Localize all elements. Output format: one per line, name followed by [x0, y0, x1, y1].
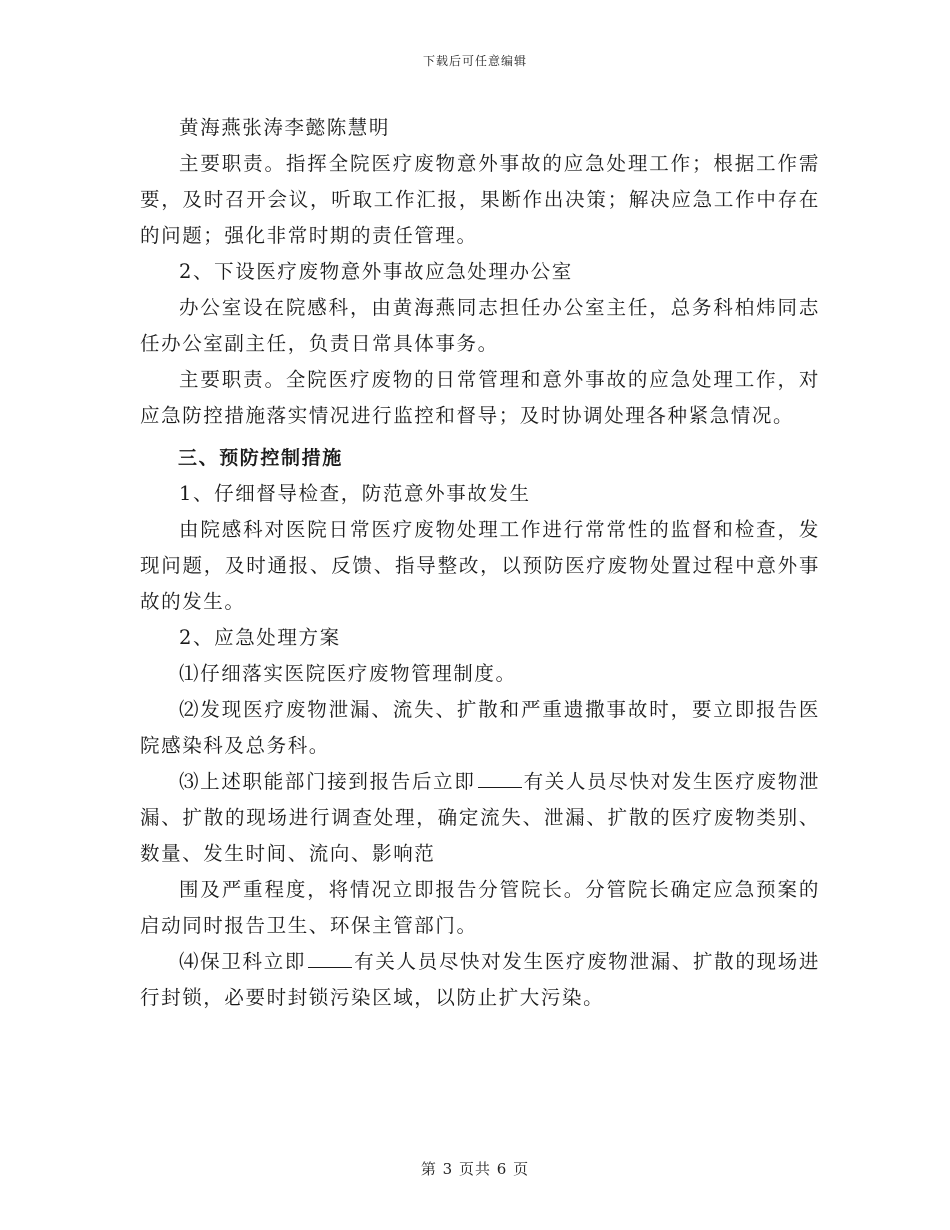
- document-body: [140, 110, 820, 1016]
- item-4-rest: 有关人员尽快对发生医疗废物泄漏、扩散的现场进行封锁，必要时封锁污染区域，以防止扩大污染。: [140, 950, 820, 1009]
- paragraph-subsection-2: 2、下设医疗废物意外事故应急处理办公室: [179, 260, 573, 283]
- page-header: 下载后可任意编辑: [422, 54, 527, 68]
- paragraph-subsection-1: 1、仔细督导检查，防范意外事故发生: [179, 482, 531, 505]
- paragraph-duties-1: 主要职责。指挥全院医疗废物意外事故的应急处理工作；根据工作需要，及时召开会议，听取工作汇报，果断作出决策；解决应急工作中存在的问题；强化非常时期的责任管理。: [140, 152, 820, 247]
- paragraph-duties-2: 主要职责。全院医疗废物的日常管理和意外事故的应急处理工作，对应急防控措施落实情况进行监控和督导；及时协调处理各种紧急情况。: [140, 368, 820, 427]
- fill-blank: [478, 765, 522, 788]
- paragraph-item-3-cont: 围及严重程度，将情况立即报告分管院长。分管院长确定应急预案的启动同时报告卫生、环保主管部门。: [140, 878, 820, 937]
- paragraph-item-2: ⑵发现医疗废物泄漏、流失、扩散和严重遗撒事故时，要立即报告医院感染科及总务科。: [140, 698, 820, 757]
- item-4-lead: ⑷保卫科立即: [179, 950, 307, 973]
- paragraph-office: 办公室设在院感科，由黄海燕同志担任办公室主任，总务科柏炜同志任办公室副主任，负责日常具体事务。: [140, 296, 820, 355]
- page-footer: 第 3 页共 6 页: [420, 1160, 530, 1178]
- paragraph-item-4: [140, 944, 820, 1016]
- item-3-rest: 有关人员尽快对发生医疗废物泄漏、扩散的现场进行调查处理，确定流失、泄漏、扩散的医疗废物类别、数量、发生时间、流向、影响范: [140, 770, 820, 865]
- item-3-lead: ⑶上述职能部门接到报告后立即: [179, 770, 476, 793]
- paragraph-item-3: [140, 764, 820, 872]
- paragraph-item-1: ⑴仔细落实医院医疗废物管理制度。: [179, 662, 517, 685]
- fill-blank: [308, 945, 352, 968]
- section-heading: 三、预防控制措施: [178, 447, 343, 469]
- paragraph-subsection-plan: 2、应急处理方案: [179, 626, 341, 649]
- paragraph-names: 黄海燕张涛李懿陈慧明: [179, 116, 391, 139]
- paragraph-supervision: 由院感科对医院日常医疗废物处理工作进行常常性的监督和检查，发现问题，及时通报、反馈、指导整改，以预防医疗废物处置过程中意外事故的发生。: [140, 518, 820, 613]
